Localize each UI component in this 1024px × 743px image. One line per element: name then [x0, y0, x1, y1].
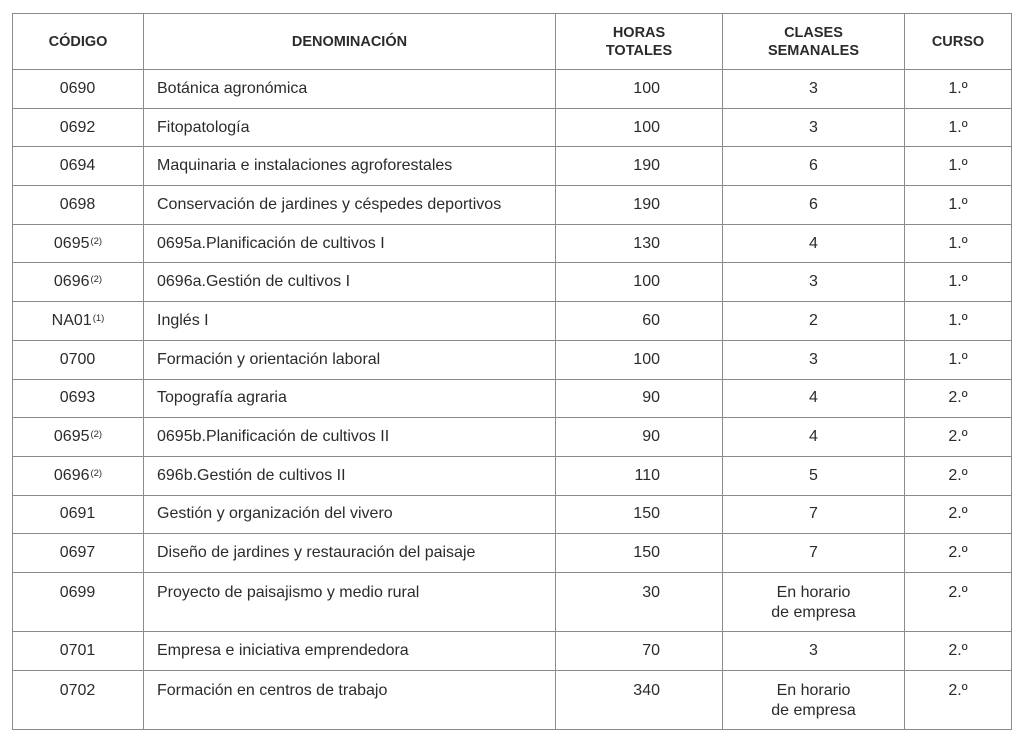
- classes-line1: 7: [809, 505, 818, 523]
- cell-denominacion: Empresa e iniciativa emprendedora: [144, 631, 556, 670]
- classes-line1: 6: [809, 157, 818, 175]
- cell-code: [13, 147, 144, 186]
- table-row: [13, 263, 1012, 302]
- cell-code: [13, 534, 144, 573]
- cell-classes: [723, 302, 905, 341]
- cell-hours: 150: [556, 495, 723, 534]
- code-value: 0697: [59, 544, 96, 562]
- table-row: [13, 70, 1012, 109]
- cell-denominacion: 0696a.Gestión de cultivos I: [144, 263, 556, 302]
- table-row: [13, 108, 1012, 147]
- classes-line1: 4: [809, 428, 818, 446]
- cell-denominacion: Diseño de jardines y restauración del paisaje: [144, 534, 556, 573]
- cell-hours: 90: [556, 418, 723, 457]
- table-row: [13, 340, 1012, 379]
- cell-code: [13, 379, 144, 418]
- cell-denominacion: 0695b.Planificación de cultivos II: [144, 418, 556, 457]
- header-clases-line2: SEMANALES: [767, 42, 860, 59]
- cell-course: 1.º: [905, 186, 1012, 225]
- header-horas-line2: TOTALES: [605, 42, 673, 59]
- cell-hours: 100: [556, 340, 723, 379]
- cell-course: 2.º: [905, 418, 1012, 457]
- cell-classes: [723, 263, 905, 302]
- code-value: 0691: [59, 505, 96, 523]
- cell-denominacion: Maquinaria e instalaciones agroforestales: [144, 147, 556, 186]
- cell-denominacion: Formación en centros de trabajo: [144, 670, 556, 729]
- cell-code: [13, 418, 144, 457]
- cell-hours: 70: [556, 631, 723, 670]
- cell-course: 2.º: [905, 379, 1012, 418]
- cell-denominacion: Formación y orientación laboral: [144, 340, 556, 379]
- cell-classes: [723, 70, 905, 109]
- cell-course: 2.º: [905, 456, 1012, 495]
- classes-line1: 3: [809, 118, 818, 136]
- table-row: [13, 418, 1012, 457]
- code-note: (2): [90, 429, 103, 441]
- cell-course: 2.º: [905, 572, 1012, 631]
- cell-denominacion: 696b.Gestión de cultivos II: [144, 456, 556, 495]
- cell-classes: [723, 379, 905, 418]
- classes-line2: de empresa: [771, 603, 856, 621]
- code-value: 0698: [59, 195, 96, 213]
- code-value: 0696: [53, 273, 90, 291]
- code-value: 0695: [53, 234, 90, 252]
- cell-course: 2.º: [905, 670, 1012, 729]
- cell-classes: [723, 108, 905, 147]
- cell-hours: 90: [556, 379, 723, 418]
- cell-code: [13, 108, 144, 147]
- cell-hours: 100: [556, 108, 723, 147]
- cell-code: [13, 263, 144, 302]
- cell-code: [13, 302, 144, 341]
- cell-denominacion: Botánica agronómica: [144, 70, 556, 109]
- header-horas-totales: [556, 14, 723, 70]
- cell-classes: [723, 495, 905, 534]
- header-clases-semanales: [723, 14, 905, 70]
- cell-hours: 150: [556, 534, 723, 573]
- table-header-row: [13, 14, 1012, 70]
- cell-classes: [723, 147, 905, 186]
- cell-course: 2.º: [905, 631, 1012, 670]
- cell-hours: 340: [556, 670, 723, 729]
- table-row: [13, 631, 1012, 670]
- cell-classes: [723, 572, 905, 631]
- cell-course: 1.º: [905, 302, 1012, 341]
- header-curso: CURSO: [905, 14, 1012, 70]
- cell-denominacion: 0695a.Planificación de cultivos I: [144, 224, 556, 263]
- cell-code: [13, 495, 144, 534]
- cell-code: [13, 456, 144, 495]
- table-row: [13, 379, 1012, 418]
- code-value: 0702: [59, 681, 96, 699]
- cell-code: [13, 670, 144, 729]
- cell-denominacion: Conservación de jardines y céspedes deportivos: [144, 186, 556, 225]
- modules-table: [12, 13, 1012, 730]
- cell-classes: [723, 340, 905, 379]
- classes-line1: 2: [809, 311, 818, 329]
- table-row: [13, 670, 1012, 729]
- table-row: [13, 572, 1012, 631]
- code-note: (2): [90, 274, 103, 286]
- cell-hours: 60: [556, 302, 723, 341]
- header-clases-line1: CLASES: [784, 24, 843, 41]
- code-value: 0696: [53, 466, 90, 484]
- cell-classes: [723, 534, 905, 573]
- classes-line1: 3: [809, 79, 818, 97]
- cell-denominacion: Gestión y organización del vivero: [144, 495, 556, 534]
- code-note: (2): [90, 467, 103, 479]
- classes-line1: En horario: [776, 583, 851, 601]
- classes-line1: 5: [809, 466, 818, 484]
- cell-course: 1.º: [905, 340, 1012, 379]
- cell-hours: 130: [556, 224, 723, 263]
- classes-line1: En horario: [776, 681, 851, 699]
- classes-line1: 4: [809, 234, 818, 252]
- cell-course: 1.º: [905, 224, 1012, 263]
- cell-classes: [723, 224, 905, 263]
- cell-denominacion: Proyecto de paisajismo y medio rural: [144, 572, 556, 631]
- cell-classes: [723, 186, 905, 225]
- classes-line1: 6: [809, 195, 818, 213]
- table-row: [13, 456, 1012, 495]
- classes-line1: 7: [809, 544, 818, 562]
- code-value: 0700: [59, 350, 96, 368]
- code-value: NA01: [51, 311, 92, 329]
- cell-hours: 30: [556, 572, 723, 631]
- code-note: (1): [92, 312, 105, 324]
- cell-course: 1.º: [905, 70, 1012, 109]
- header-denominacion: DENOMINACIÓN: [144, 14, 556, 70]
- header-horas-line1: HORAS: [612, 24, 666, 41]
- cell-code: [13, 224, 144, 263]
- cell-denominacion: Inglés I: [144, 302, 556, 341]
- cell-hours: 110: [556, 456, 723, 495]
- table-row: [13, 147, 1012, 186]
- cell-hours: 190: [556, 186, 723, 225]
- cell-classes: [723, 670, 905, 729]
- modules-table-container: [12, 13, 1012, 730]
- classes-line1: 3: [809, 273, 818, 291]
- classes-line1: 3: [809, 350, 818, 368]
- cell-code: [13, 572, 144, 631]
- table-row: [13, 534, 1012, 573]
- cell-classes: [723, 456, 905, 495]
- table-row: [13, 224, 1012, 263]
- cell-code: [13, 340, 144, 379]
- cell-course: 1.º: [905, 147, 1012, 186]
- table-row: [13, 495, 1012, 534]
- cell-code: [13, 70, 144, 109]
- cell-denominacion: Fitopatología: [144, 108, 556, 147]
- classes-line1: 4: [809, 389, 818, 407]
- code-value: 0693: [59, 389, 96, 407]
- code-value: 0701: [59, 641, 96, 659]
- cell-code: [13, 186, 144, 225]
- cell-course: 1.º: [905, 263, 1012, 302]
- code-value: 0694: [59, 157, 96, 175]
- classes-line2: de empresa: [771, 701, 856, 719]
- cell-course: 1.º: [905, 108, 1012, 147]
- cell-hours: 100: [556, 70, 723, 109]
- cell-hours: 190: [556, 147, 723, 186]
- code-value: 0699: [59, 583, 96, 601]
- code-value: 0690: [59, 79, 96, 97]
- cell-denominacion: Topografía agraria: [144, 379, 556, 418]
- table-row: [13, 302, 1012, 341]
- table-row: [13, 186, 1012, 225]
- cell-classes: [723, 418, 905, 457]
- code-value: 0692: [59, 118, 96, 136]
- classes-line1: 3: [809, 641, 818, 659]
- code-note: (2): [90, 235, 103, 247]
- cell-code: [13, 631, 144, 670]
- code-value: 0695: [53, 428, 90, 446]
- cell-course: 2.º: [905, 534, 1012, 573]
- cell-hours: 100: [556, 263, 723, 302]
- header-codigo: CÓDIGO: [13, 14, 144, 70]
- cell-classes: [723, 631, 905, 670]
- cell-course: 2.º: [905, 495, 1012, 534]
